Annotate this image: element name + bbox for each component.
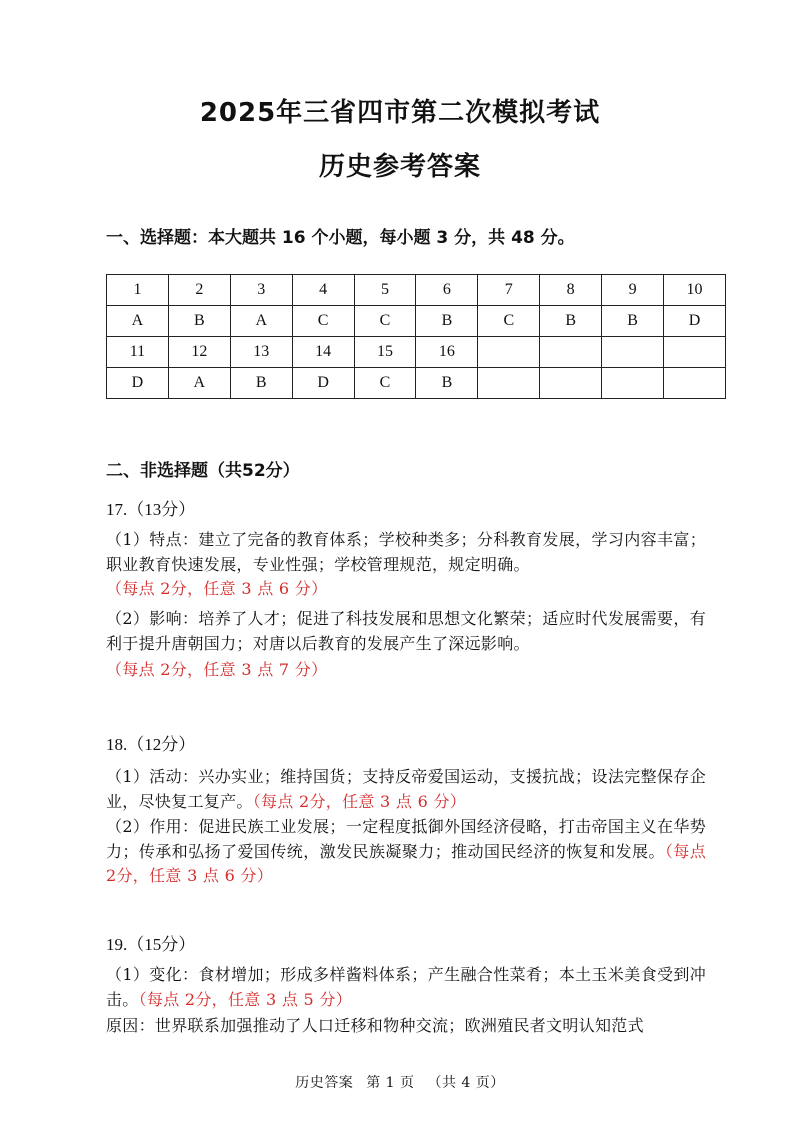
answer-table-cell: 10 <box>664 275 726 306</box>
answer-table-cell: 5 <box>354 275 416 306</box>
answer-text: 原因：世界联系加强推动了人口迁移和物种交流；欧洲殖民者文明认知范式 <box>106 1016 644 1035</box>
section-2-heading: 二、非选择题（共52分） <box>106 461 300 481</box>
score-note: （每点 2分，任意 3 点 6 分） <box>106 841 706 885</box>
answer-table-row <box>107 337 726 368</box>
answer-text: （1）特点：建立了完备的教育体系；学校种类多；分科教育发展，学习内容丰富；职业教育快速发展，专业性强；学校管理规范，规定明确。 <box>106 530 706 574</box>
answer-table-row <box>107 306 726 337</box>
answer-table-cell: 3 <box>230 275 292 306</box>
answer-table-cell: 4 <box>292 275 354 306</box>
answer-table-cell: 9 <box>602 275 664 306</box>
answer-table-cell: 7 <box>478 275 540 306</box>
answer-table-cell: 8 <box>540 275 602 306</box>
answer-table-cell: 6 <box>416 275 478 306</box>
answer-text: （1）变化：食材增加；形成多样酱料体系；产生融合性菜肴；本土玉米美食受到冲击。 <box>106 965 706 1009</box>
answer-text: （1）活动：兴办实业；维持国货；支持反帝爱国运动，支援抗战；设法完整保存企业，尽快复工复产。 <box>106 767 706 811</box>
answer-table-cell: 15 <box>354 337 416 368</box>
question-17-part-1 <box>106 528 706 577</box>
question-18-part-1 <box>106 765 706 814</box>
answer-table-cell <box>664 337 726 368</box>
answer-table-row <box>107 275 726 306</box>
answer-table-cell: 16 <box>416 337 478 368</box>
answer-table-cell: C <box>478 306 540 337</box>
answer-table-cell <box>602 337 664 368</box>
answer-text: （2）影响：培养了人才；促进了科技发展和思想文化繁荣；适应时代发展需要，有利于提升唐朝国力；对唐以后教育的发展产生了深远影响。 <box>106 609 706 653</box>
answer-table-cell <box>602 368 664 399</box>
answer-text: （2）作用：促进民族工业发展；一定程度抵御外国经济侵略，打击帝国主义在华势力；传承和弘扬了爱国传统，激发民族凝聚力；推动国民经济的恢复和发展。 <box>106 817 706 861</box>
answer-table-cell: C <box>354 306 416 337</box>
footer-page-number: 第 1 页 <box>366 1075 415 1091</box>
question-19-part-1 <box>106 963 706 1012</box>
answer-table-cell: 2 <box>168 275 230 306</box>
footer-total-pages: （共 4 页） <box>427 1075 505 1091</box>
answer-table-cell <box>478 368 540 399</box>
answer-table-cell: 1 <box>107 275 169 306</box>
answer-table-cell: B <box>230 368 292 399</box>
answer-table-row <box>107 368 726 399</box>
answer-table-cell: C <box>354 368 416 399</box>
question-17-part-2 <box>106 607 706 656</box>
footer-doc-name: 历史答案 <box>295 1075 354 1091</box>
answer-table-cell: C <box>292 306 354 337</box>
score-note: （每点 2分，任意 3 点 6 分） <box>252 791 467 811</box>
page-title: 2025年三省四市第二次模拟考试 <box>199 98 601 128</box>
answer-table-cell: D <box>664 306 726 337</box>
answer-table-cell: B <box>416 306 478 337</box>
answer-table <box>106 274 726 399</box>
answer-table-cell: 12 <box>168 337 230 368</box>
score-note: （每点 2分，任意 3 点 6 分） <box>106 579 328 598</box>
answer-table-cell: 14 <box>292 337 354 368</box>
section-1-heading: 一、选择题：本大题共 16 个小题，每小题 3 分，共 48 分。 <box>106 228 575 248</box>
answer-table-cell: B <box>416 368 478 399</box>
answer-table-cell: B <box>168 306 230 337</box>
question-19-heading: 19.（15分） <box>106 935 196 954</box>
answer-table-cell <box>664 368 726 399</box>
answer-table-cell: B <box>602 306 664 337</box>
question-17-heading: 17.（13分） <box>106 500 196 519</box>
answer-table-cell <box>540 337 602 368</box>
answer-table-cell: 13 <box>230 337 292 368</box>
answer-table-cell <box>478 337 540 368</box>
question-18-part-2 <box>106 815 706 889</box>
answer-table-cell: A <box>230 306 292 337</box>
answer-table-cell: A <box>107 306 169 337</box>
answer-table-cell: D <box>107 368 169 399</box>
answer-table-cell: 11 <box>107 337 169 368</box>
question-18-heading: 18.（12分） <box>106 735 196 754</box>
answer-table-cell <box>540 368 602 399</box>
answer-table-cell: B <box>540 306 602 337</box>
score-note: （每点 2分，任意 3 点 7 分） <box>106 660 328 679</box>
answer-table-cell: D <box>292 368 354 399</box>
question-19-reason <box>106 1014 706 1039</box>
answer-table-cell: A <box>168 368 230 399</box>
score-note: （每点 2分，任意 3 点 5 分） <box>138 989 352 1009</box>
page-subtitle: 历史参考答案 <box>318 152 481 182</box>
page-footer <box>0 1072 800 1092</box>
